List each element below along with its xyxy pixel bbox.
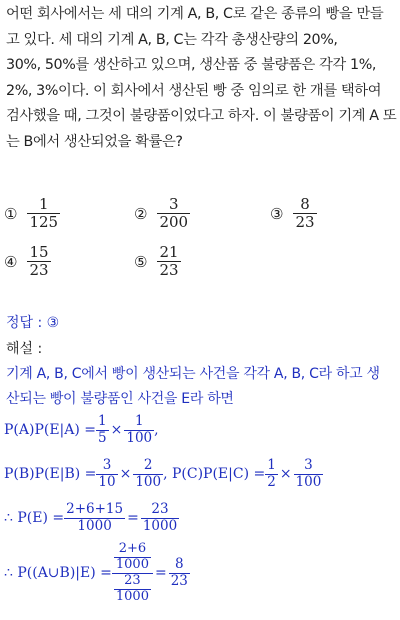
choice-fraction: $\frac{21}{23}$	[159, 243, 179, 280]
eq2-times: ×	[119, 466, 132, 483]
eq2-fraction-3: $\frac{1}{2}$	[267, 457, 276, 490]
eq1-fraction-2: $\frac{1}{100}$	[126, 413, 153, 446]
choice-mark: ④	[4, 252, 18, 271]
choice-fraction: $\frac{15}{23}$	[29, 243, 49, 280]
eq4-complex-fraction	[112, 542, 153, 605]
problem-line: 검사했을 때, 그것이 불량품이었다고 하자. 이 불량품이 기계 A 또	[6, 108, 397, 124]
choice-mark: ②	[134, 204, 148, 223]
problem-line: 고 있다. 세 대의 기계 A, B, C는 각각 총생산량의 20%,	[6, 31, 338, 48]
choice-mark: ①	[4, 204, 18, 223]
eq2-fraction-4: $\frac{3}{100}$	[295, 457, 322, 490]
eq2-lhs: P(B)P(E|B) =	[4, 466, 97, 483]
explanation-text	[6, 362, 398, 412]
eq4-result: $\frac{8}{23}$	[170, 556, 188, 589]
eq1-times: ×	[110, 422, 123, 439]
choice-5[interactable]	[134, 244, 181, 280]
choice-fraction: $\frac{1}{125}$	[29, 195, 59, 232]
eq2-mid: , P(C)P(E|C) =	[163, 466, 266, 483]
eq3-fraction-2: $\frac{23}{1000}$	[142, 501, 178, 534]
explanation-line: 산되는 빵이 불량품인 사건을 E라 하면	[6, 391, 234, 407]
eq4-top-fraction: $\frac{2+6}{1000}$	[115, 541, 149, 572]
eq3-fraction-1: $\frac{2+6+15}{1000}$	[66, 501, 124, 534]
problem-line: 2%, 3%이다. 이 회사에서 생산된 빵 중 임의로 한 개를 택하여	[6, 82, 382, 99]
choice-mark: ③	[270, 204, 284, 223]
eq3-equals: =	[127, 510, 139, 527]
eq2-fraction-2: $\frac{2}{100}$	[135, 457, 162, 490]
choice-1[interactable]	[4, 196, 60, 232]
eq4-equals: =	[154, 565, 167, 582]
choice-3[interactable]	[270, 196, 317, 232]
equation-1	[4, 414, 159, 446]
problem-line: 어떤 회사에서는 세 대의 기계 A, B, C로 같은 종류의 빵을 만들	[6, 6, 384, 22]
eq3-lhs: ∴ P(E) =	[4, 510, 65, 527]
equation-4	[4, 542, 190, 605]
problem-text	[6, 2, 396, 155]
eq4-lhs: ∴ P((A∪B)|E) =	[4, 565, 112, 582]
explanation-line: 기계 A, B, C에서 빵이 생산되는 사건을 각각 A, B, C라 하고 생	[6, 366, 380, 382]
eq1-fraction-1: $\frac{1}{5}$	[98, 413, 107, 446]
choice-4[interactable]	[4, 244, 51, 280]
choice-fraction: $\frac{3}{200}$	[159, 195, 189, 232]
explanation-label: 해설 :	[6, 341, 43, 357]
equation-3	[4, 502, 179, 534]
eq2-times-2: ×	[279, 466, 292, 483]
equation-2	[4, 458, 323, 490]
eq1-lhs: P(A)P(E|A) =	[4, 422, 97, 439]
problem-line: 30%, 50%를 생산하고 있으며, 생산품 중 불량품은 각각 1%,	[6, 57, 377, 73]
eq1-end: ,	[154, 422, 159, 439]
choice-2[interactable]	[134, 196, 190, 232]
choice-fraction: $\frac{8}{23}$	[295, 195, 315, 232]
eq4-bottom-fraction: $\frac{23}{1000}$	[115, 572, 149, 604]
problem-line: 는 B에서 생산되었을 확률은?	[6, 133, 183, 150]
answer-label: 정답 : ③	[6, 315, 60, 331]
choice-mark: ⑤	[134, 252, 148, 271]
eq2-fraction-1: $\frac{3}{10}$	[98, 457, 116, 490]
